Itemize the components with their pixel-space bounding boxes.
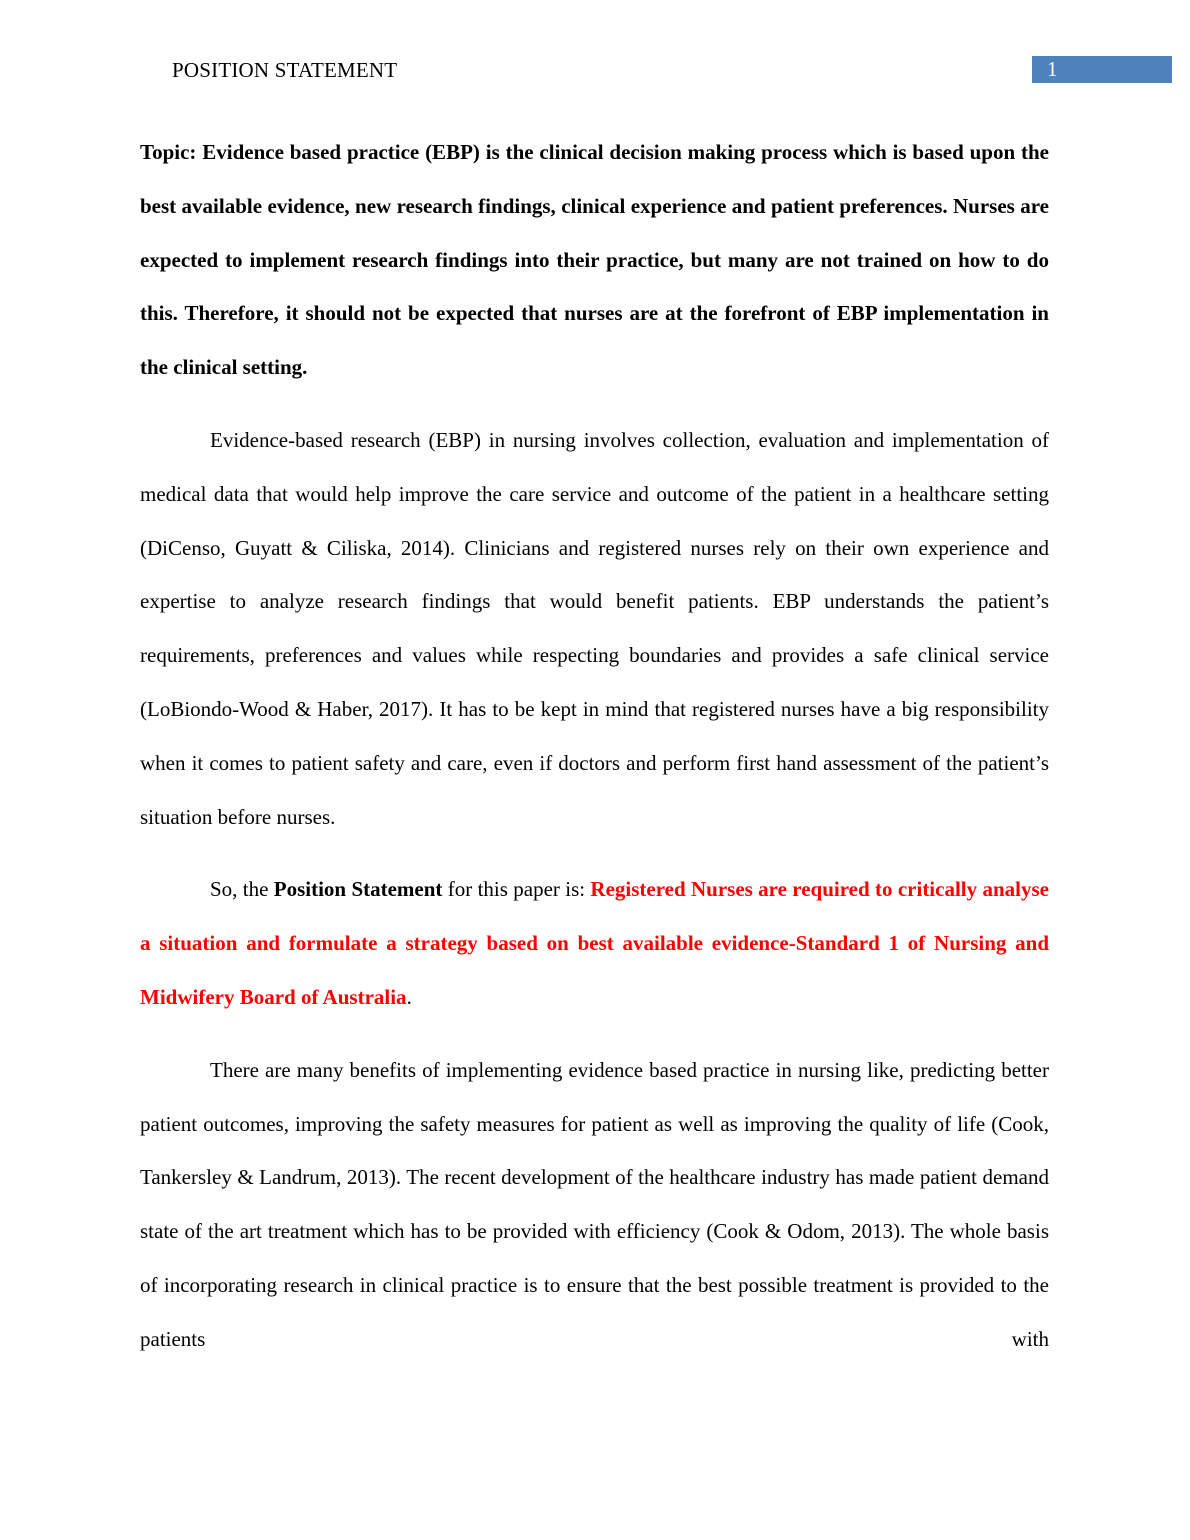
topic-paragraph: Topic: Evidence based practice (EBP) is the clinical decision making process which is based upon the best available evidence, new research findings, clinical experience and patient preferences. Nurses are expected to implement research findings into their practice, but many are not trained on how to do this. Therefore, it should not be expected that nurses are at the forefront of EBP implementation in the clinical setting. <box>140 140 1049 380</box>
position-statement-paragraph <box>140 863 1049 1024</box>
page-number-box <box>1032 56 1172 83</box>
ps-prefix: So, the <box>210 877 274 902</box>
ps-suffix: . <box>406 984 412 1009</box>
page-number: 1 <box>1047 57 1058 81</box>
ps-middle: for this paper is: <box>442 877 591 902</box>
document-body <box>140 126 1049 1386</box>
ps-label: Position Statement <box>273 877 443 902</box>
body-paragraph-1: Evidence-based research (EBP) in nursing involves collection, evaluation and implementation of medical data that would help improve the care service and outcome of the patient in a healthcare setting (DiCenso, Guyatt & Ciliska, 2014). Clinicians and registered nurses rely on their own experience and expertise to analyze research findings that would benefit patients. EBP understands the patient’s requirements, preferences and values while respecting boundaries and provides a safe clinical service (LoBiondo-Wood & Haber, 2017). It has to be kept in mind that registered nurses have a big responsibility when it comes to patient safety and care, even if doctors and perform first hand assessment of the patient’s situation before nurses. <box>140 427 1049 829</box>
body-paragraph-3: There are many benefits of implementing evidence based practice in nursing like, predicting better patient outcomes, improving the safety measures for patient as well as improving the quality of life (Cook, Tankersley & Landrum, 2013). The recent development of the healthcare industry has made patient demand state of the art treatment which has to be provided with efficiency (Cook & Odom, 2013). The whole basis of incorporating research in clinical practice is to ensure that the best possible treatment is provided to the patients with <box>140 1057 1049 1351</box>
position-statement-text: Registered Nurses are required to critically analyse a situation and formulate a strategy based on best available evidence-Standard 1 of Nursing and Midwifery Board of Australia <box>140 877 1049 1009</box>
running-header: POSITION STATEMENT <box>172 58 398 82</box>
